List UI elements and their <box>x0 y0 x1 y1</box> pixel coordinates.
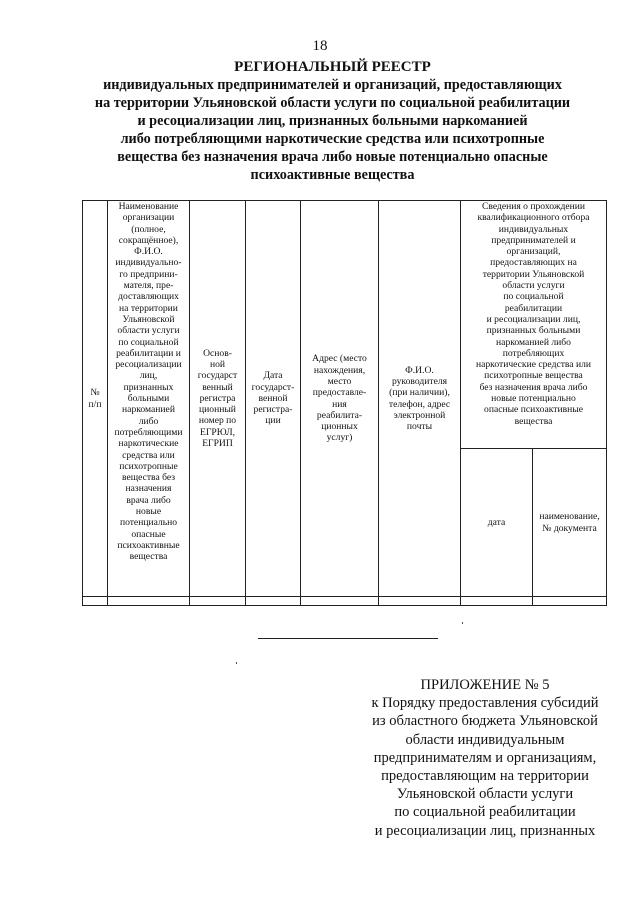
cell-text-line: доставляющих <box>118 291 179 303</box>
cell-text-line: регистра- <box>253 404 293 416</box>
cell-text-line: потребляющими <box>114 426 183 438</box>
cell-text-line: № документа <box>542 522 597 534</box>
cell-text-line: ции <box>265 415 281 427</box>
separator-line <box>258 638 438 639</box>
empty-table-row <box>83 597 607 606</box>
cell-text-line: признанных <box>123 381 174 393</box>
cell-text-line: место <box>327 375 352 387</box>
appendix-block <box>340 676 630 840</box>
cell-text-line: ресоциализации <box>115 359 182 371</box>
page-number: 18 <box>312 38 328 54</box>
table-cell <box>461 597 533 606</box>
cell-text-line: номер по <box>198 415 237 427</box>
cell-text-line: психотропные вещества <box>484 370 583 382</box>
table-cell <box>246 597 301 606</box>
cell-text-line: (при наличии), <box>389 387 450 399</box>
cell-text-line: и ресоциализации лиц, <box>486 313 581 325</box>
header-qualification-date: дата <box>461 449 533 597</box>
cell-text-line: предпринимателей и <box>491 234 576 246</box>
cell-text-line: электронной <box>393 409 446 421</box>
cell-text-line: наркоманией либо <box>496 336 571 348</box>
registry-table <box>82 200 607 606</box>
cell-text-line: либо <box>138 415 159 427</box>
header-qualification-document <box>533 449 607 597</box>
cell-text-line: нахождения, <box>313 364 366 376</box>
appendix-line: из областного бюджета Ульяновской <box>372 713 598 730</box>
cell-text-line: по социальной <box>503 291 564 303</box>
cell-text-line: вещества без <box>121 472 176 484</box>
cell-text-line: (полное, <box>131 223 166 235</box>
cell-text-line: реабилита- <box>316 409 363 421</box>
cell-text-line: организаций, <box>506 246 561 258</box>
cell-text-line: вещества <box>129 551 168 563</box>
cell-text-line: Ф.И.О. <box>134 246 163 258</box>
cell-text-line: Ф.И.О. <box>405 364 434 376</box>
cell-text-line: ционных <box>321 421 358 433</box>
cell-text-line: новые потенциально <box>491 393 576 405</box>
cell-text-line: потребляющих <box>502 347 565 359</box>
cell-text-line: сокращённое), <box>118 234 179 246</box>
cell-text-line: реабилитации <box>504 302 563 314</box>
cell-text-line: опасные психоактивные <box>484 404 583 416</box>
cell-text-line: предоставляющих на <box>490 257 577 269</box>
cell-text-line: психоактивные <box>117 539 180 551</box>
cell-text-line: почты <box>406 421 433 433</box>
cell-text-line: ной <box>209 358 226 370</box>
header-organization-name <box>108 201 190 597</box>
cell-text-line: наименование, <box>539 511 600 523</box>
appendix-heading: ПРИЛОЖЕНИЕ № 5 <box>420 677 550 693</box>
cell-text-line: Дата <box>263 370 283 382</box>
registry-title-line: вещества без назначения врача либо новые потенциально опасные <box>117 149 548 165</box>
cell-text-line: государст- <box>251 381 295 393</box>
cell-text-line: го предприни- <box>119 268 178 280</box>
cell-text-line: квалификационного отбора <box>477 212 590 224</box>
cell-text-line: наркоманией <box>122 404 175 416</box>
cell-text-line: наркотические средства или <box>475 359 592 371</box>
appendix-line: области индивидуальным <box>405 731 565 748</box>
registry-title-line: и ресоциализации лиц, признанных больными наркоманией <box>137 113 528 129</box>
appendix-line: предпринимателям и организациям, <box>373 749 597 766</box>
cell-text-line: № <box>90 387 100 399</box>
scan-speck <box>462 622 463 624</box>
cell-text-line: индивидуальных <box>498 223 569 235</box>
cell-text-line: области услуги <box>502 280 565 292</box>
cell-text-line: венной <box>258 392 288 404</box>
registry-title-line: на территории Ульяновской области услуги по социальной реабилитации <box>94 95 571 111</box>
cell-text-line: без назначения врача либо <box>479 381 588 393</box>
cell-text-line: организации <box>122 212 175 224</box>
registry-title-line: индивидуальных предпринимателей и организаций, предоставляющих <box>103 77 562 93</box>
cell-text-line: п/п <box>88 398 102 410</box>
cell-text-line: потенциально <box>119 517 178 529</box>
cell-text-line: назначения <box>125 483 172 495</box>
cell-text-line: признанных больными <box>486 325 581 337</box>
header-qualification <box>461 201 607 449</box>
appendix-line: Ульяновской области услуги <box>396 786 574 803</box>
cell-text-line: больными <box>127 393 170 405</box>
appendix-line: и ресоциализации лиц, признанных <box>374 822 596 839</box>
table-cell <box>301 597 379 606</box>
cell-text-line: врача либо <box>126 494 171 506</box>
cell-text-line: государст <box>197 370 238 382</box>
cell-text-line: ционный <box>199 404 236 416</box>
cell-text-line: телефон, адрес <box>388 398 451 410</box>
table-cell <box>83 597 108 606</box>
cell-text-line: услуг) <box>326 432 353 444</box>
cell-text-line: венный <box>202 381 233 393</box>
cell-text-line: новые <box>135 506 162 518</box>
cell-text-line: мателя, пре- <box>123 280 174 292</box>
cell-text-line: вещества <box>514 415 553 427</box>
header-ogrn <box>190 201 246 597</box>
appendix-line: предоставляющим на территории <box>381 768 589 785</box>
appendix-line: к Порядку предоставления субсидий <box>371 695 599 712</box>
cell-text-line: на территории <box>119 302 178 314</box>
cell-text-line: Основ- <box>203 347 232 359</box>
header-number <box>83 201 108 597</box>
cell-text-line: Адрес (место <box>312 353 367 365</box>
cell-text-line: ЕГРЮЛ, <box>199 426 236 438</box>
cell-text-line: по социальной <box>118 336 179 348</box>
table-cell <box>379 597 461 606</box>
table-cell <box>190 597 246 606</box>
cell-text-line: реабилитации и <box>116 347 181 359</box>
table-cell <box>533 597 607 606</box>
cell-text-line: руководителя <box>391 375 448 387</box>
cell-text-line: ЕГРИП <box>202 438 233 450</box>
cell-text-line: опасные <box>131 528 166 540</box>
cell-text-line: предоставле- <box>312 387 367 399</box>
cell-text-line: территории Ульяновской <box>482 268 585 280</box>
appendix-line: по социальной реабилитации <box>394 804 576 821</box>
cell-text-line: индивидуально- <box>115 257 182 269</box>
cell-text-line: Сведения о прохождении <box>481 201 586 212</box>
cell-text-line: регистра <box>199 392 236 404</box>
header-registration-date <box>246 201 301 597</box>
registry-title-line: психоактивные вещества <box>250 167 415 183</box>
scan-speck <box>236 662 237 664</box>
cell-text-line: области услуги <box>117 325 180 337</box>
header-address <box>301 201 379 597</box>
cell-text-line: Ульяновской <box>122 313 175 325</box>
registry-title <box>60 58 605 184</box>
registry-title-line: либо потребляющими наркотические средства или психотропные <box>120 131 545 147</box>
cell-text-line: наркотические <box>118 438 179 450</box>
registry-title-main: РЕГИОНАЛЬНЫЙ РЕЕСТР <box>234 59 431 75</box>
cell-text-line: Наименование <box>118 201 179 212</box>
cell-text-line: средства или <box>122 449 175 461</box>
header-head-contacts <box>379 201 461 597</box>
table-cell <box>108 597 190 606</box>
cell-text-line: психотропные <box>119 460 178 472</box>
cell-text-line: ния <box>332 398 347 410</box>
cell-text-line: лиц, <box>139 370 158 382</box>
